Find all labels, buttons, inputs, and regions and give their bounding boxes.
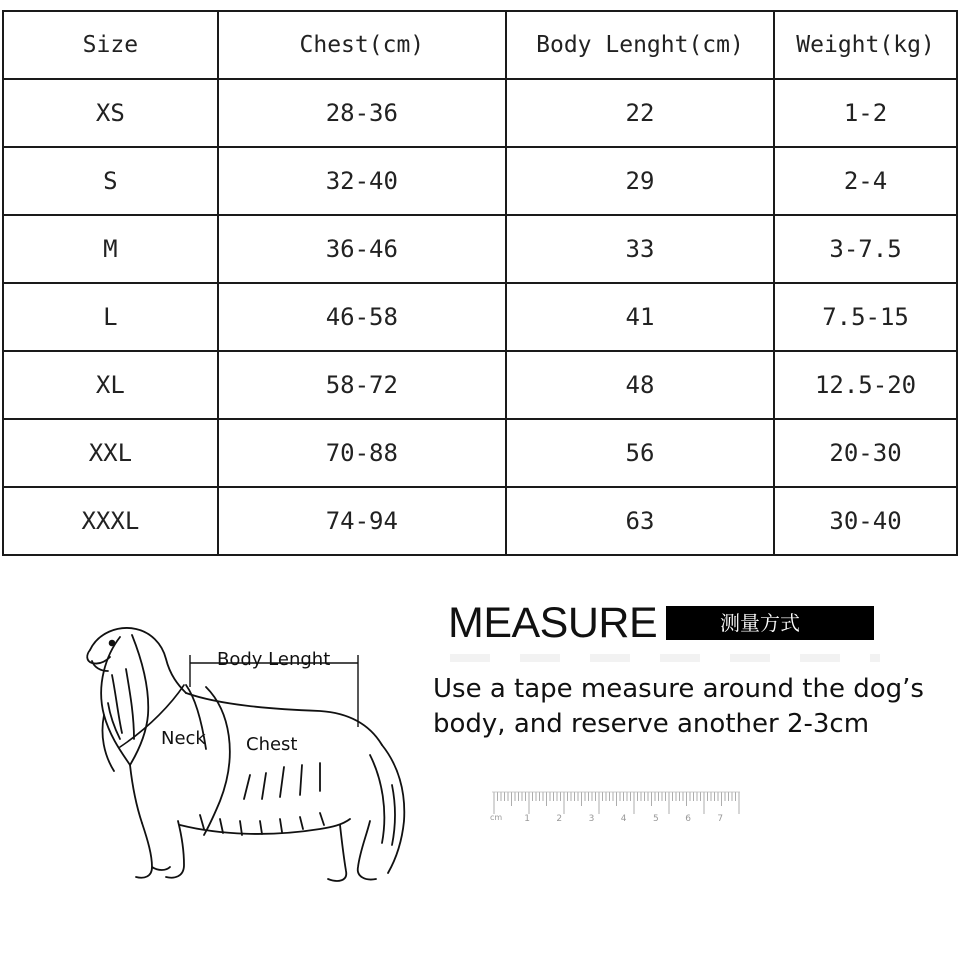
ruler-number: 5 [653,814,659,824]
table-header-row [3,11,957,79]
header-weight: Weight(kg) [774,11,957,79]
cell-body-length: 29 [506,147,774,215]
ruler-number: 4 [620,814,627,824]
ruler-number: 6 [685,814,691,824]
cell-size: XS [3,79,218,147]
measure-title: MEASURE [448,599,658,647]
cell-chest: 58-72 [218,351,506,419]
cell-body-length: 56 [506,419,774,487]
faint-subtitle-line [450,654,880,662]
body-length-label: Body Lenght [217,649,331,670]
cell-size: M [3,215,218,283]
table-row [3,283,957,351]
cell-body-length: 48 [506,351,774,419]
cell-weight: 20-30 [774,419,957,487]
size-chart-table [2,10,958,556]
cell-chest: 32-40 [218,147,506,215]
ruler-number: 1 [524,814,530,824]
cell-size: XXXL [3,487,218,555]
measure-instructions [433,672,953,742]
ruler-unit-label: cm [490,813,503,822]
table-row [3,147,957,215]
cell-weight: 7.5-15 [774,283,957,351]
cell-weight: 30-40 [774,487,957,555]
cell-chest: 28-36 [218,79,506,147]
ruler-number: 2 [556,814,563,824]
cell-chest: 36-46 [218,215,506,283]
cell-size: XXL [3,419,218,487]
table-row [3,351,957,419]
cell-weight: 1-2 [774,79,957,147]
table-row [3,215,957,283]
cell-size: S [3,147,218,215]
instruction-line-1: Use a tape measure around the dog’s [433,674,924,704]
table-row [3,419,957,487]
cell-body-length: 63 [506,487,774,555]
header-chest: Chest(cm) [218,11,506,79]
header-size: Size [3,11,218,79]
instruction-line-2: body, and reserve another 2-3cm [433,709,870,739]
cell-size: L [3,283,218,351]
ruler-icon [486,788,746,828]
cell-weight: 12.5-20 [774,351,957,419]
cell-body-length: 33 [506,215,774,283]
table-row [3,487,957,555]
ruler-number: 3 [588,814,595,824]
table-row [3,79,957,147]
chest-label: Chest [246,734,298,755]
cell-body-length: 22 [506,79,774,147]
neck-label: Neck [161,728,206,749]
measure-method-badge: 测量方式 [666,606,874,640]
cell-chest: 74-94 [218,487,506,555]
cell-body-length: 41 [506,283,774,351]
cell-weight: 2-4 [774,147,957,215]
cell-weight: 3-7.5 [774,215,957,283]
ruler-number: 7 [717,814,724,824]
cell-chest: 70-88 [218,419,506,487]
header-body-length: Body Lenght(cm) [506,11,774,79]
cell-chest: 46-58 [218,283,506,351]
cell-size: XL [3,351,218,419]
